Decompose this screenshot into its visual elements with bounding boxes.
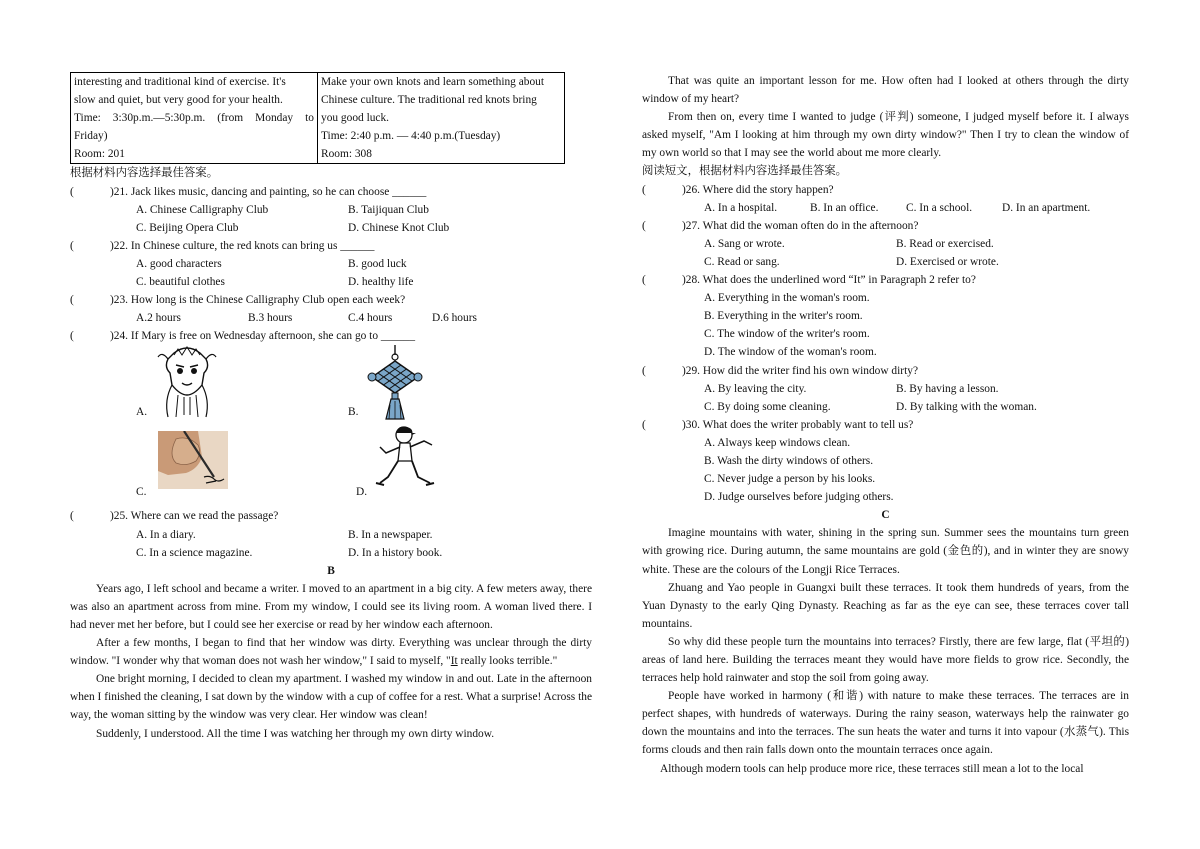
question-stem: )28. What does the underlined word “It” in Paragraph 2 refer to? <box>682 274 976 287</box>
taijiquan-girl-icon <box>370 425 438 491</box>
option-b[interactable]: B. good luck <box>348 257 407 270</box>
question-stem: )22. In Chinese culture, the red knots can bring us ______ <box>110 239 375 252</box>
paren-open: ( <box>642 219 646 232</box>
options-22 <box>136 255 592 291</box>
question-24 <box>70 327 592 345</box>
option-d[interactable]: D. Judge ourselves before judging others. <box>704 491 894 504</box>
passage-paragraph: Imagine mountains with water, shining in the spring sun. Summer sees the mountains turn green with growing rice. During autumn, the same mountains are gold (金色的), and in winter they are snowy white. These are the colours of the Longji Rice Terraces. <box>642 527 1129 576</box>
option-a[interactable]: A. good characters <box>136 257 222 270</box>
option-a[interactable]: A. By leaving the city. <box>704 382 807 395</box>
table-line: slow and quiet, but very good for your health. <box>74 94 283 107</box>
question-25 <box>70 507 592 525</box>
option-c[interactable]: C. In a school. <box>906 201 973 214</box>
section-c-heading: C <box>881 509 890 522</box>
options-28 <box>704 289 1129 361</box>
passage-paragraph: Although modern tools can help produce more rice, these terraces still mean a lot to the local <box>660 762 1084 775</box>
option-a[interactable]: A. In a hospital. <box>704 201 778 214</box>
club-info-table <box>70 72 565 164</box>
question-28 <box>642 271 1129 289</box>
paren-open: ( <box>642 364 646 377</box>
passage-paragraph: Years ago, I left school and became a writer. I moved to an apartment in a big city. A few meters away, there was also an apartment across from mine. From my window, I could see its living room. A woman lived there. I had never met her before, but I could see her exercise or read by her window each afternoon. <box>70 582 592 631</box>
option-a[interactable]: A. In a diary. <box>136 528 196 541</box>
option-c[interactable]: C. In a science magazine. <box>136 546 253 559</box>
option-b[interactable]: B. In an office. <box>810 201 879 214</box>
question-stem: )27. What did the woman often do in the afternoon? <box>682 219 919 232</box>
options-30 <box>704 434 1129 506</box>
left-column <box>70 72 592 743</box>
option-d[interactable]: D. By talking with the woman. <box>896 400 1037 413</box>
paren-open: ( <box>642 274 646 287</box>
option-label: C. <box>136 486 147 499</box>
option-b[interactable]: B. Wash the dirty windows of others. <box>704 454 874 467</box>
option-b[interactable]: B. Everything in the writer's room. <box>704 310 863 323</box>
question-stem: )25. Where can we read the passage? <box>110 510 279 523</box>
table-line: Room: 201 <box>74 148 125 161</box>
passage-paragraph: Suddenly, I understood. All the time I was watching her through my own dirty window. <box>96 727 495 740</box>
paren-open: ( <box>70 185 74 198</box>
option-d[interactable] <box>346 425 558 501</box>
option-d[interactable]: D. Exercised or wrote. <box>896 255 999 268</box>
question-29 <box>642 362 1129 380</box>
option-a[interactable]: A.2 hours <box>136 312 181 325</box>
paren-open: ( <box>70 330 74 343</box>
right-column <box>642 72 1129 778</box>
knot-club-cell-right <box>318 73 565 164</box>
option-b[interactable] <box>348 345 560 421</box>
question-stem: )26. Where did the story happen? <box>682 183 834 196</box>
option-d[interactable]: D. The window of the woman's room. <box>704 346 877 359</box>
option-b[interactable]: B. Read or exercised. <box>896 237 994 250</box>
passage-paragraph: One bright morning, I decided to clean my apartment. I washed my window in and out. Late in the afternoon when I finished the cleaning, I sat down by the window with a cup of coffee for a rest. What a surprise! Across the way, the woman sitting by the window was very clear. Her window was clean! <box>70 673 592 722</box>
beijing-opera-mask-icon <box>154 345 220 421</box>
question-26 <box>642 181 1129 199</box>
option-b[interactable]: B. Taijiquan Club <box>348 203 429 216</box>
paren-open: ( <box>642 418 646 431</box>
passage-paragraph: People have worked in harmony (和谐) with nature to make these terraces. The terraces are in perfect shapes, with hundreds of waterways. During the rainy season, waterways help the rainwater go down the mountains and into the terraces. The sun heats the water and turns it into vapour (水蒸气). This forms clouds and then rain falls down onto the mountain terraces once again. <box>642 690 1129 757</box>
option-b[interactable]: B.3 hours <box>248 312 293 325</box>
paren-open: ( <box>70 510 74 523</box>
option-d[interactable]: D. In an apartment. <box>1002 201 1091 214</box>
options-27 <box>704 235 1129 271</box>
option-a[interactable]: A. Sang or wrote. <box>704 237 785 250</box>
paragraph-text: After a few months, I began to find that her window was dirty. Everything was unclear through the dirty window. "I wonder why that woman does not wash her window," I said to myself, " <box>70 637 592 668</box>
table-line: Make your own knots and learn something about <box>321 76 545 88</box>
passage-paragraph: That was quite an important lesson for me. How often had I looked at others through the dirty window of my heart? <box>642 75 1129 106</box>
question-21 <box>70 183 592 201</box>
passage-paragraph: So why did these people turn the mountains into terraces? Firstly, there are few large, flat (平坦的) areas of land here. Building the terraces meant they would have more fields to grow rice. Secondly, the terraces help hold rainwater and stop the soil from going away. <box>642 635 1129 685</box>
option-c[interactable]: C.4 hours <box>348 312 393 325</box>
question-stem: )29. How did the writer find his own window dirty? <box>682 364 919 377</box>
table-line: Time: 2:40 p.m. — 4:40 p.m.(Tuesday) <box>321 130 501 143</box>
option-c[interactable]: C. Never judge a person by his looks. <box>704 473 876 486</box>
question-22 <box>70 237 592 255</box>
question-stem: )30. What does the writer probably want to tell us? <box>682 418 914 431</box>
paragraph-text: really looks terrible." <box>457 655 558 668</box>
option-d[interactable]: D.6 hours <box>432 312 477 325</box>
passage-paragraph: From then on, every time I wanted to judge (评判) someone, I judged myself before it. I always asked myself, "Am I looking at him through my own dirty window?" Then I try to clean the window of my own world so that I may see the world about me more clearly. <box>642 111 1129 160</box>
knot-club-cell <box>71 73 318 164</box>
instruction: 根据材料内容选择最佳答案。 <box>70 167 219 180</box>
option-c[interactable]: C. Beijing Opera Club <box>136 221 239 234</box>
paren-open: ( <box>642 183 646 196</box>
underlined-word: It <box>450 655 458 668</box>
passage-paragraph <box>70 634 592 670</box>
option-d[interactable]: D. healthy life <box>348 276 414 289</box>
instruction: 阅读短文，根据材料内容选择最佳答案。 <box>642 165 848 178</box>
table-line: Room: 308 <box>321 148 372 161</box>
table-line: Friday) <box>74 130 108 143</box>
paren-open: ( <box>70 294 74 307</box>
option-d[interactable]: D. In a history book. <box>348 546 443 559</box>
section-b-heading: B <box>327 564 335 577</box>
table-line: Chinese culture. The traditional red knots bring <box>321 94 537 107</box>
options-24-pictures <box>136 345 592 501</box>
table-line: interesting and traditional kind of exercise. It's <box>74 76 286 88</box>
option-a[interactable] <box>136 345 348 421</box>
table-line: Time: 3:30p.m.—5:30p.m. (from Monday to <box>74 112 314 125</box>
passage-paragraph: Zhuang and Yao people in Guangxi built these terraces. It took them hundreds of years, from the Yuan Dynasty to the early Qing Dynasty. Reaching as far as the eye can see, these terraces cover tall mountains. <box>642 581 1129 630</box>
options-23 <box>136 309 592 327</box>
options-29 <box>704 380 1129 416</box>
question-stem: )24. If Mary is free on Wednesday afternoon, she can go to ______ <box>110 330 416 343</box>
calligraphy-writing-icon <box>158 431 228 489</box>
options-26 <box>704 199 1129 217</box>
question-27 <box>642 217 1129 235</box>
option-d[interactable]: D. Chinese Knot Club <box>348 221 450 234</box>
option-label: A. <box>136 406 148 419</box>
chinese-knot-icon <box>364 345 426 421</box>
options-25 <box>136 526 592 562</box>
option-a[interactable]: A. Always keep windows clean. <box>704 436 851 449</box>
option-c[interactable]: C. The window of the writer's room. <box>704 328 870 341</box>
option-c[interactable] <box>136 425 346 501</box>
option-b[interactable]: B. By having a lesson. <box>896 382 999 395</box>
option-b[interactable]: B. In a newspaper. <box>348 528 433 541</box>
option-c[interactable]: C. Read or sang. <box>704 255 780 268</box>
option-a[interactable]: A. Everything in the woman's room. <box>704 292 870 305</box>
table-line: you good luck. <box>321 112 390 125</box>
option-c[interactable]: C. By doing some cleaning. <box>704 400 831 413</box>
option-label: D. <box>356 486 368 499</box>
question-30 <box>642 416 1129 434</box>
question-23 <box>70 291 592 309</box>
options-21 <box>136 201 592 237</box>
question-stem: )23. How long is the Chinese Calligraphy Club open each week? <box>110 294 406 307</box>
option-label: B. <box>348 406 359 419</box>
paren-open: ( <box>70 239 74 252</box>
option-a[interactable]: A. Chinese Calligraphy Club <box>136 203 269 216</box>
question-stem: )21. Jack likes music, dancing and painting, so he can choose ______ <box>110 185 427 198</box>
option-c[interactable]: C. beautiful clothes <box>136 276 225 289</box>
